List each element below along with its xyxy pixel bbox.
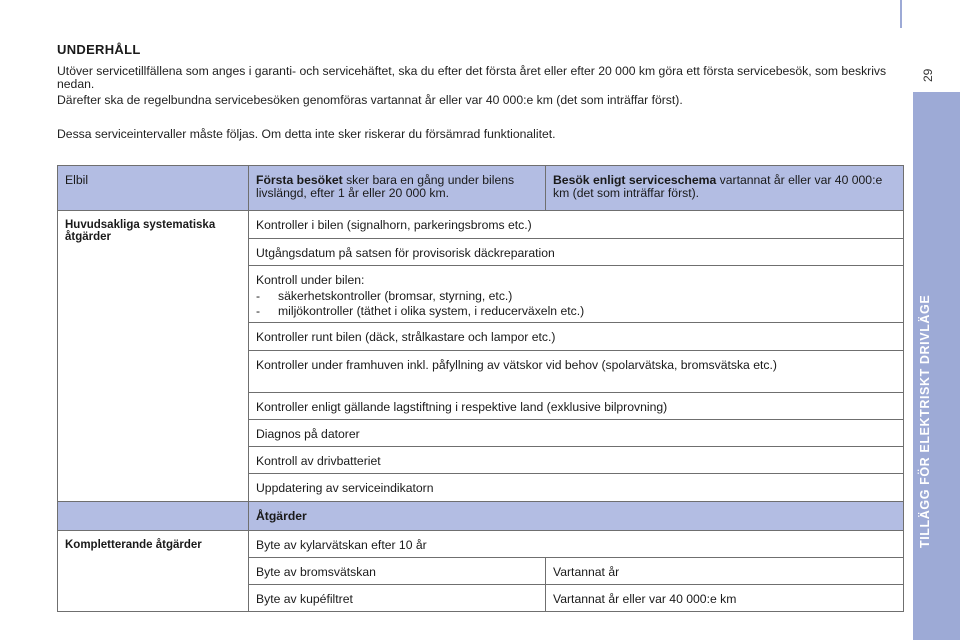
page-number: 29 [921,68,935,82]
header-cell-scheduled-visit: Besök enligt serviceschema vartannat år eller var 40 000:e km (det som inträffar först). [546,166,904,211]
extra-action-cell: Byte av kylarvätskan efter 10 år [249,531,904,558]
extra-actions-label-cell: Kompletterande åtgärder [58,531,249,612]
extra-interval-cell: Vartannat år [546,558,904,585]
table-row [58,531,904,558]
main-action-cell: Kontroller i bilen (signalhorn, parkeringsbroms etc.) [249,211,904,239]
main-action-cell: Kontroller enligt gällande lagstiftning i respektive land (exklusive bilprovning) [249,393,904,420]
list-item: - säkerhetskontroller (bromsar, styrning, etc.) [256,288,513,303]
intro-paragraph-1: Utöver servicetillfällena som anges i garanti- och servicehäftet, ska du efter det första året eller efter 20 000 km göra ett första servicebesök, som beskrivs nedan. [57,64,887,91]
list-item: - miljökontroller (täthet i olika system, i reducerväxeln etc.) [256,304,585,318]
main-action-cell: Kontroll av drivbatteriet [249,447,904,474]
actions-header-cell: Åtgärder [249,502,904,531]
intro-paragraph-3: Dessa serviceintervaller måste följas. Om detta inte sker riskerar du försämrad funktionalitet. [57,127,556,141]
main-action-cell: Uppdatering av serviceindikatorn [249,474,904,502]
header-cell-vehicle: Elbil [58,166,249,211]
extra-action-cell: Byte av kupéfiltret [249,585,546,612]
maintenance-table [57,165,904,612]
actions-header-empty [58,502,249,531]
extra-action-cell: Byte av bromsvätskan [249,558,546,585]
page-title: UNDERHÅLL [57,42,141,57]
actions-header-row [58,502,904,531]
main-action-cell: Diagnos på datorer [249,420,904,447]
extra-interval-cell: Vartannat år eller var 40 000:e km [546,585,904,612]
header-cell-first-visit: Första besöket sker bara en gång under bilens livslängd, efter 1 år eller 20 000 km. [249,166,546,211]
table-header-row [58,166,904,211]
table-row [58,211,904,239]
main-action-cell: Kontroller runt bilen (däck, strålkastare och lampor etc.) [249,323,904,351]
corner-line [900,0,902,28]
main-action-cell: Kontroller under framhuven inkl. påfyllning av vätskor vid behov (spolarvätska, bromsvätska etc.) [249,351,904,393]
section-tab-label: TILLÄGG FÖR ELEKTRISKT DRIVLÄGE [918,294,932,548]
main-action-cell: Utgångsdatum på satsen för provisorisk däckreparation [249,239,904,266]
main-action-cell: Kontroll under bilen: - säkerhetskontroller (bromsar, styrning, etc.) - miljökontroller (täthet i olika system, i reducerväxeln etc.) [249,266,904,323]
intro-paragraph-2: Därefter ska de regelbundna servicebesöken genomföras vartannat år eller var 40 000:e km (det som inträffar först). [57,93,683,107]
main-actions-label-cell: Huvudsakliga systematiska åtgärder [58,211,249,502]
